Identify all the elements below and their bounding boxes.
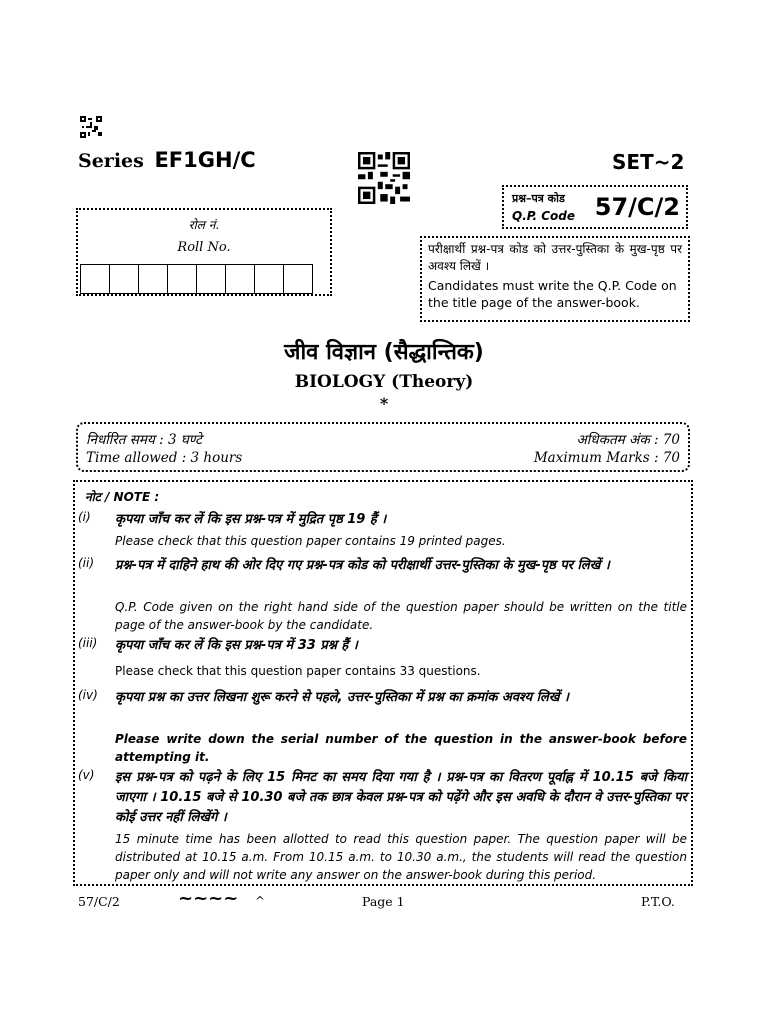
roll-digit-box[interactable] bbox=[167, 264, 197, 294]
qp-code-instruction-box bbox=[420, 236, 690, 322]
note-text-hi: कृपया प्रश्न का उत्तर लिखना शुरू करने से पहले, उत्तर-पुस्तिका में प्रश्न का क्रमांक अवश्य लिखें । bbox=[115, 690, 569, 705]
qp-code-label-hi: प्रश्न–पत्र कोड bbox=[512, 192, 565, 205]
series-label: Series bbox=[78, 150, 144, 172]
page-number: Page 1 bbox=[362, 894, 405, 909]
notes-box bbox=[73, 480, 693, 886]
note-number: (ii) bbox=[78, 556, 95, 570]
note-text-en: Q.P. Code given on the right hand side of the question paper should be written on the title page of the answer-book by the candidate. bbox=[115, 600, 687, 632]
time-marks-box bbox=[76, 422, 690, 472]
note-text-en: Please check that this question paper contains 33 questions. bbox=[115, 664, 481, 678]
roll-digit-box[interactable] bbox=[225, 264, 255, 294]
roll-number-box bbox=[76, 208, 332, 296]
max-marks-en: Maximum Marks : 70 bbox=[533, 450, 680, 466]
subject-title-hi: जीव विज्ञान (सैद्धान्तिक) bbox=[284, 340, 484, 365]
footer-caret: ^ bbox=[255, 894, 266, 908]
footer-code: 57/C/2 bbox=[78, 894, 120, 909]
roll-digit-box[interactable] bbox=[283, 264, 313, 294]
note-number: (iii) bbox=[78, 636, 98, 650]
subject-title-en: BIOLOGY (Theory) bbox=[294, 372, 474, 392]
set-number: SET~2 bbox=[612, 150, 685, 174]
roll-digit-box[interactable] bbox=[196, 264, 226, 294]
qr-code-small bbox=[80, 116, 102, 138]
note-text-hi: कृपया जाँच कर लें कि इस प्रश्न-पत्र में 33 प्रश्न हैं । bbox=[115, 638, 358, 653]
roll-label-hi: रोल नं. bbox=[188, 218, 220, 232]
roll-digit-box[interactable] bbox=[138, 264, 168, 294]
roll-digit-box[interactable] bbox=[80, 264, 110, 294]
roll-label-en: Roll No. bbox=[177, 240, 231, 255]
note-title: नोट / NOTE : bbox=[85, 490, 160, 504]
roll-number-grid bbox=[80, 264, 312, 294]
note-text-hi: प्रश्न-पत्र में दाहिने हाथ की ओर दिए गए प्रश्न-पत्र कोड को परीक्षार्थी उत्तर-पुस्तिका के मुख-पृष्ठ पर लिखें । bbox=[115, 558, 610, 573]
note-text-en: Please check that this question paper contains 19 printed pages. bbox=[115, 534, 506, 548]
note-text-en: Please write down the serial number of the question in the answer-book before attempting it. bbox=[115, 732, 687, 764]
note-number: (iv) bbox=[78, 688, 98, 702]
note-text-en: 15 minute time has been allotted to read this question paper. The question paper will be distributed at 10.15 a.m. From 10.15 a.m. to 10.30 a.m., the students will read the question paper only and will not write any answer on the answer-book during this period. bbox=[115, 832, 687, 882]
note-text-hi: इस प्रश्न-पत्र को पढ़ने के लिए 15 मिनट का समय दिया गया है । प्रश्न-पत्र का वितरण पूर्वाह्न में 10.15 बजे किया जाएगा । 10.15 बजे से 10.30 बजे तक छात्र केवल प्रश्न-पत्र को पढ़ेंगे और इस अवधि के दौरान वे उत्तर-पुस्तिका पर कोई उत्तर नहीं लिखेंगे । bbox=[115, 770, 687, 825]
instruction-hi: परीक्षार्थी प्रश्न-पत्र कोड को उत्तर-पुस्तिका के मुख-पृष्ठ पर अवश्य लिखें । bbox=[428, 242, 682, 273]
qr-code bbox=[358, 152, 410, 204]
pto-label: P.T.O. bbox=[641, 894, 675, 909]
roll-digit-box[interactable] bbox=[109, 264, 139, 294]
qp-code-value: 57/C/2 bbox=[594, 193, 680, 221]
qp-code-label-en: Q.P. Code bbox=[512, 209, 575, 223]
time-allowed-hi: निर्धारित समय : 3 घण्टे bbox=[86, 432, 202, 448]
note-number: (v) bbox=[78, 768, 95, 782]
roll-digit-box[interactable] bbox=[254, 264, 284, 294]
footer-tilde: ~~~~ bbox=[178, 888, 239, 909]
note-number: (i) bbox=[78, 510, 91, 524]
max-marks-hi: अधिकतम अंक : 70 bbox=[576, 432, 680, 448]
series-code: EF1GH/C bbox=[154, 148, 256, 172]
series bbox=[78, 148, 256, 172]
note-text-hi: कृपया जाँच कर लें कि इस प्रश्न-पत्र में मुद्रित पृष्ठ 19 हैं । bbox=[115, 512, 387, 527]
qp-code-box bbox=[502, 185, 688, 229]
time-allowed-en: Time allowed : 3 hours bbox=[86, 450, 243, 466]
instruction-en: Candidates must write the Q.P. Code on the title page of the answer-book. bbox=[428, 278, 677, 310]
star-mark: * bbox=[379, 394, 389, 413]
